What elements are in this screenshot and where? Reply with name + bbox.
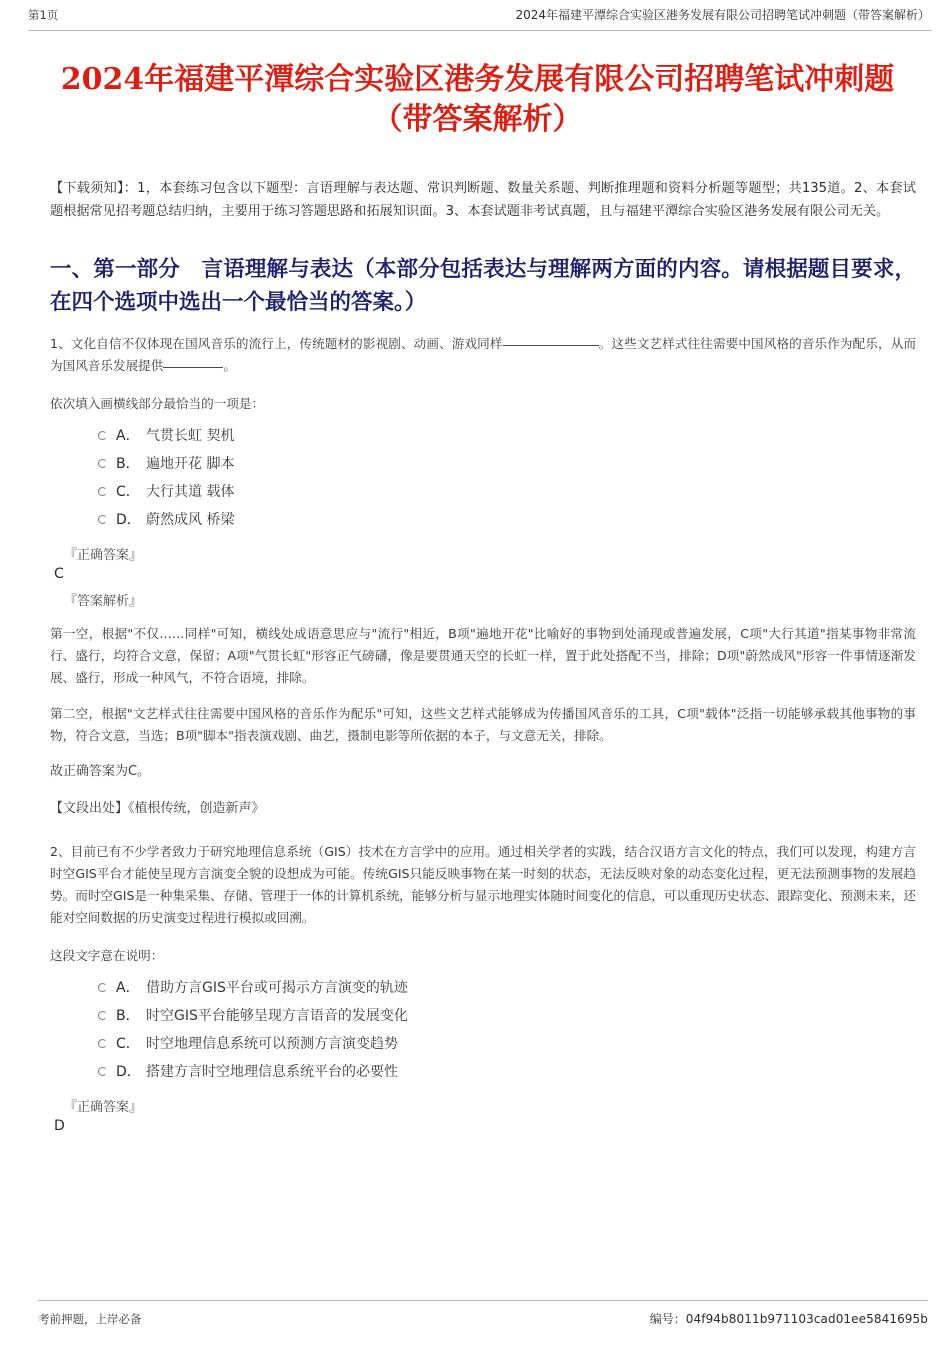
option-text: 时空地理信息系统可以预测方言演变趋势 [146,1036,398,1052]
question-1-conclusion: 故正确答案为C。 [50,764,151,779]
document-title-line1: 2024年福建平潭综合实验区港务发展有限公司招聘笔试冲刺题 [60,62,895,98]
question-1-answer-label: 『正确答案』 [64,548,143,563]
question-1-stem-part2: 。这些文艺样式往往需要中国风格的音乐作为配乐，从而为国风音乐发展提供 [50,336,917,373]
question-2-option-c[interactable] [50,1032,916,1056]
question-2-prompt: 这段文字意在说明： [50,948,164,963]
option-letter: C． [116,484,140,500]
option-text: 时空GIS平台能够呈现方言语音的发展变化 [146,1008,408,1024]
question-1-answer-value: C [54,566,64,582]
question-1-analysis-label: 『答案解析』 [64,594,143,609]
radio-button-icon[interactable] [98,983,107,992]
question-2-options [50,976,916,1084]
question-1-analysis-paragraph-1: 第一空，根据"不仅……同样"可知，横线处成语意思应与"流行"相近，B项"遍地开花"比喻好的事物到处涌现或普遍发展，C项"大行其道"指某事物非常流行、盛行，均符合文意，保留；A项"气贯长虹"形容正气磅礴，像是要贯通天空的长虹一样，置于此处搭配不当，排除；D项"蔚然成风"形容一件事情逐渐发展、盛行，形成一种风气，不符合语境，排除。 [50,626,916,685]
question-1-blank-2 [163,367,223,368]
question-1-option-c[interactable] [50,480,916,504]
question-1-analysis-paragraph-2: 第二空，根据"文艺样式往往需要中国风格的音乐作为配乐"可知，这些文艺样式能够成为传播国风音乐的工具，C项"载体"泛指一切能够承载其他事物的事物，符合文意，当选；B项"脚本"指表演戏剧、曲艺，摄制电影等所依据的本子，与文意无关，排除。 [50,706,916,743]
question-2-number: 2、 [50,844,71,859]
footer-serial [650,1311,928,1327]
question-1-option-b[interactable] [50,452,916,476]
radio-button-icon[interactable] [98,1039,107,1048]
question-1-stem [50,333,916,377]
option-letter: A． [116,980,140,996]
radio-button-icon[interactable] [98,459,107,468]
radio-button-icon[interactable] [98,1067,107,1076]
question-1-number: 1、 [50,336,71,351]
question-1-options [50,424,916,532]
option-letter: D． [116,512,141,528]
question-2-stem [50,841,916,929]
question-2-option-d[interactable] [50,1060,916,1084]
question-1-option-d[interactable] [50,508,916,532]
radio-button-icon[interactable] [98,515,107,524]
question-2-stem-text: 目前已有不少学者致力于研究地理信息系统（GIS）技术在方言学中的应用。通过相关学者的实践，结合汉语方言文化的特点，我们可以发现，构建方言时空GIS平台才能使呈现方言演变全貌的设想成为可能。传统GIS只能反映事物在某一时刻的状态，无法反映对象的动态变化过程，更无法预测事物的发展趋势。而时空GIS是一种集采集、存储、管理于一体的计算机系统，能够分析与显示地理实体随时间变化的信息，可以重现历史状态、跟踪变化、预测未来，还能对空间数据的历史演变过程进行模拟或回溯。 [50,844,916,925]
question-block-1 [50,333,916,819]
download-notice: 【下载须知】：1，本套练习包含以下题型：言语理解与表达题、常识判断题、数量关系题、判断推理题和资料分析题等题型；共135道。2、本套试题根据常见招考题总结归纳，主要用于练习答题思路和拓展知识面。3、本套试题非考试真题，且与福建平潭综合实验区港务发展有限公司无关。 [50,181,916,219]
option-letter: D． [116,1064,141,1080]
section-heading: 一、第一部分 言语理解与表达（本部分包括表达与理解两方面的内容。请根据题目要求，在四个选项中选出一个最恰当的答案。） [50,257,916,315]
document-body [50,178,916,1144]
question-2-answer-value: D [54,1118,65,1134]
question-2-option-b[interactable] [50,1004,916,1028]
option-text: 搭建方言时空地理信息系统平台的必要性 [146,1064,398,1080]
question-1-prompt: 依次填入画横线部分最恰当的一项是： [50,396,265,411]
question-1-option-a[interactable] [50,424,916,448]
footer-slogan: 考前押题，上岸必备 [38,1312,142,1326]
option-text: 借助方言GIS平台或可揭示方言演变的轨迹 [146,980,408,996]
footer-serial-id: 04f94b8011b971103cad01ee5841695b [685,1312,928,1326]
option-text: 遍地开花 脚本 [146,456,235,472]
running-footer [38,1300,928,1327]
page-number-label: 第1页 [28,8,59,22]
option-letter: B． [116,456,140,472]
option-text: 气贯长虹 契机 [146,428,235,444]
option-text: 蔚然成风 桥梁 [146,512,235,528]
question-1-source: 【文段出处】《植根传统，创造新声》 [50,801,265,816]
option-text: 大行其道 载体 [146,484,235,500]
running-header [28,8,932,31]
question-1-stem-part3: 。 [223,358,236,373]
question-2-option-a[interactable] [50,976,916,1000]
option-letter: C． [116,1036,140,1052]
radio-button-icon[interactable] [98,487,107,496]
document-title [60,60,895,140]
radio-button-icon[interactable] [98,431,107,440]
option-letter: B． [116,1008,140,1024]
document-title-line2: （带答案解析） [372,102,583,138]
footer-serial-label: 编号： [649,1312,686,1326]
option-letter: A． [116,428,140,444]
running-header-title: 2024年福建平潭综合实验区港务发展有限公司招聘笔试冲刺题（带答案解析） [515,8,930,22]
question-2-answer-label: 『正确答案』 [64,1100,143,1115]
question-1-stem-part1: 文化自信不仅体现在国风音乐的流行上，传统题材的影视剧、动画、游戏同样 [70,336,503,351]
question-block-2 [50,841,916,1136]
question-1-blank-1 [503,345,599,346]
radio-button-icon[interactable] [98,1011,107,1020]
